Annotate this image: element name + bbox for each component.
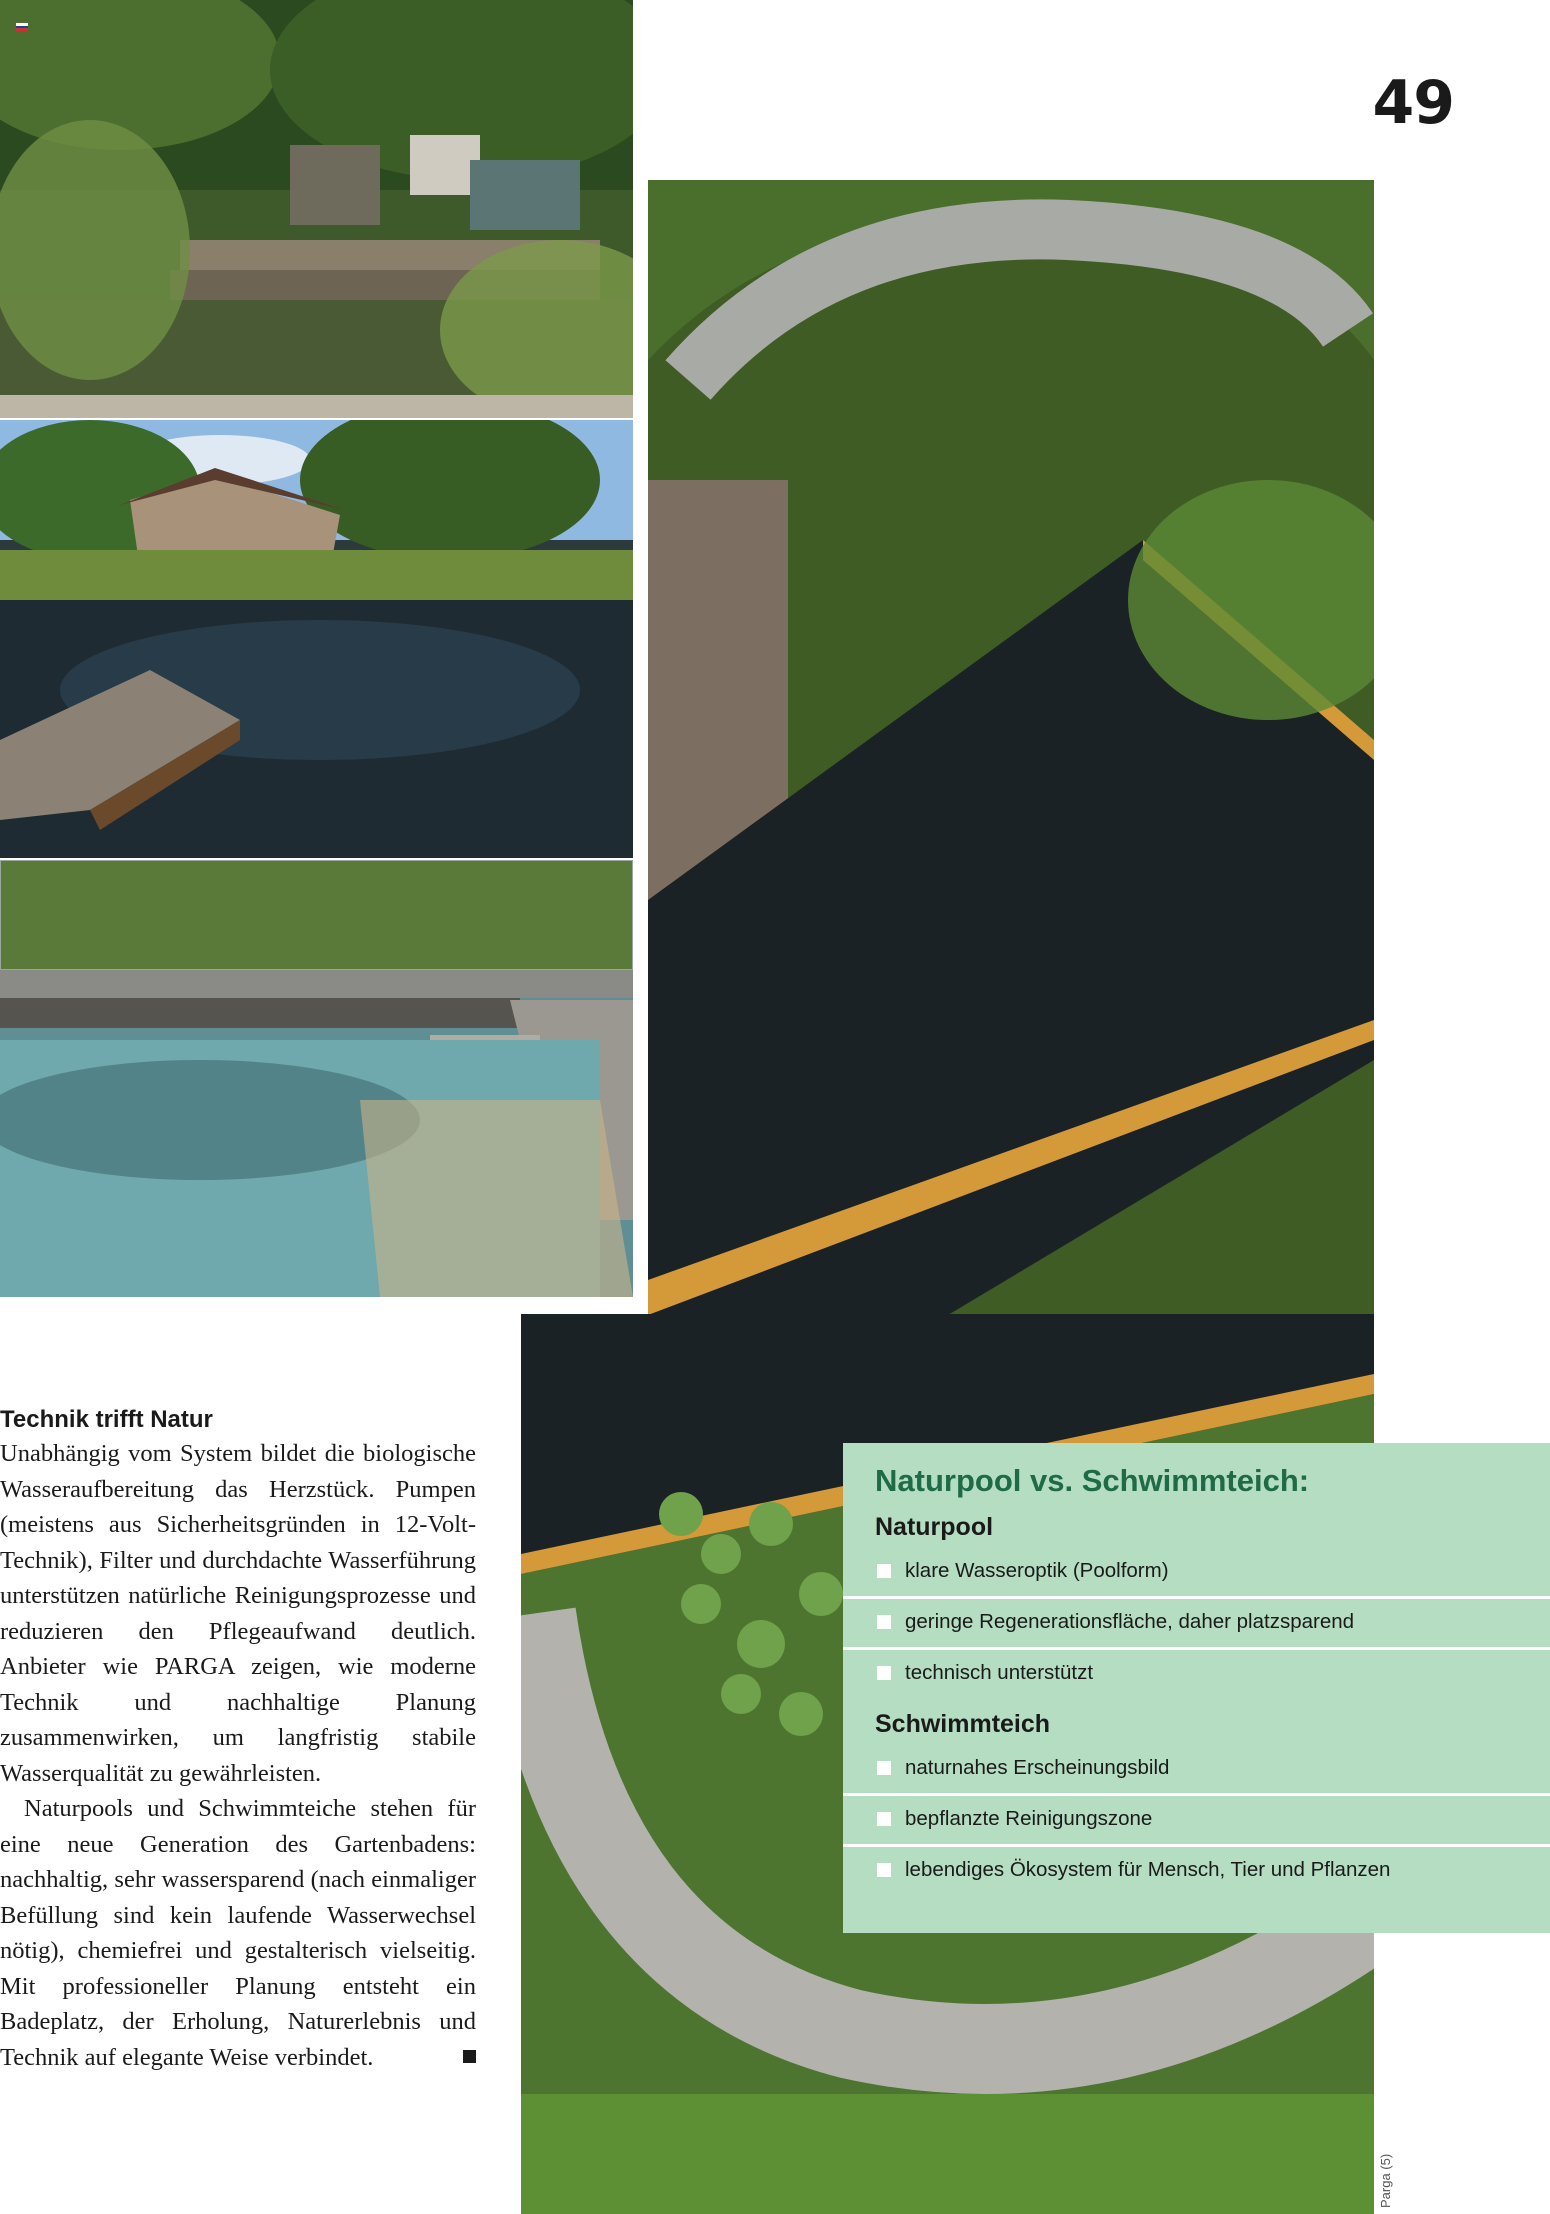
checkbox-icon [877,1615,891,1629]
photo-natural-pool [0,860,633,1297]
photo-credit: Parga (5) [1378,2153,1393,2208]
checkbox-icon [877,1761,891,1775]
list-item: technisch unterstützt [843,1650,1550,1698]
infobox-title: Naturpool vs. Schwimmteich: [875,1463,1310,1498]
checkbox-icon [877,1863,891,1877]
checkbox-icon [877,1812,891,1826]
article-heading: Technik trifft Natur [0,1406,213,1433]
photo-garden-deck [0,0,633,418]
infobox-section-heading: Naturpool [875,1513,994,1541]
infobox-list-schwimmteich [875,1745,1550,1895]
comparison-infobox [843,1443,1550,1933]
infobox-list-naturpool [875,1548,1550,1698]
list-item: geringe Regenerationsfläche, daher platzsparend [843,1599,1550,1650]
end-mark-icon [463,2050,476,2063]
article-paragraph: Naturpools und Schwimmteiche stehen für eine neue Generation des Gartenbadens: nachhaltig, sehr wassersparend (nach einmaliger Befüllung sind kein laufende Wasserwechsel nötig), chemiefrei und gestalterisch vielseitig. Mit professioneller Planung entsteht ein Badeplatz, der Erholung, Naturerlebnis und Technik auf elegante Weise verbindet. [0,1795,476,2071]
list-item: klare Wasseroptik (Poolform) [843,1548,1550,1599]
checkbox-icon [877,1666,891,1680]
flag-icon [16,18,28,26]
photo-house-pond [0,420,633,858]
list-item: lebendiges Ökosystem für Mensch, Tier und Pflanzen [843,1847,1550,1895]
article-paragraph: Unabhängig vom System bildet die biologische Wasseraufbereitung das Herzstück. Pumpen (meistens aus Sicherheitsgründen in 12-Volt-Technik), Filter und durchdachte Wasserführung unterstützen natürliche Reinigungsprozesse und reduzieren den Pflegeaufwand deutlich. Anbieter wie PARGA zeigen, wie moderne Technik und nachhaltige Planung zusammenwirken, um langfristig stabile Wasserqualität zu gewährleisten. [0,1440,476,1787]
list-item: naturnahes Erscheinungsbild [843,1745,1550,1796]
article-text [0,1406,476,2075]
infobox-section-heading: Schwimmteich [875,1710,1051,1738]
list-item: bepflanzte Reinigungszone [843,1796,1550,1847]
photo-aerial-pond [648,180,1374,1315]
checkbox-icon [877,1564,891,1578]
page-number: 49 [1372,68,1454,138]
